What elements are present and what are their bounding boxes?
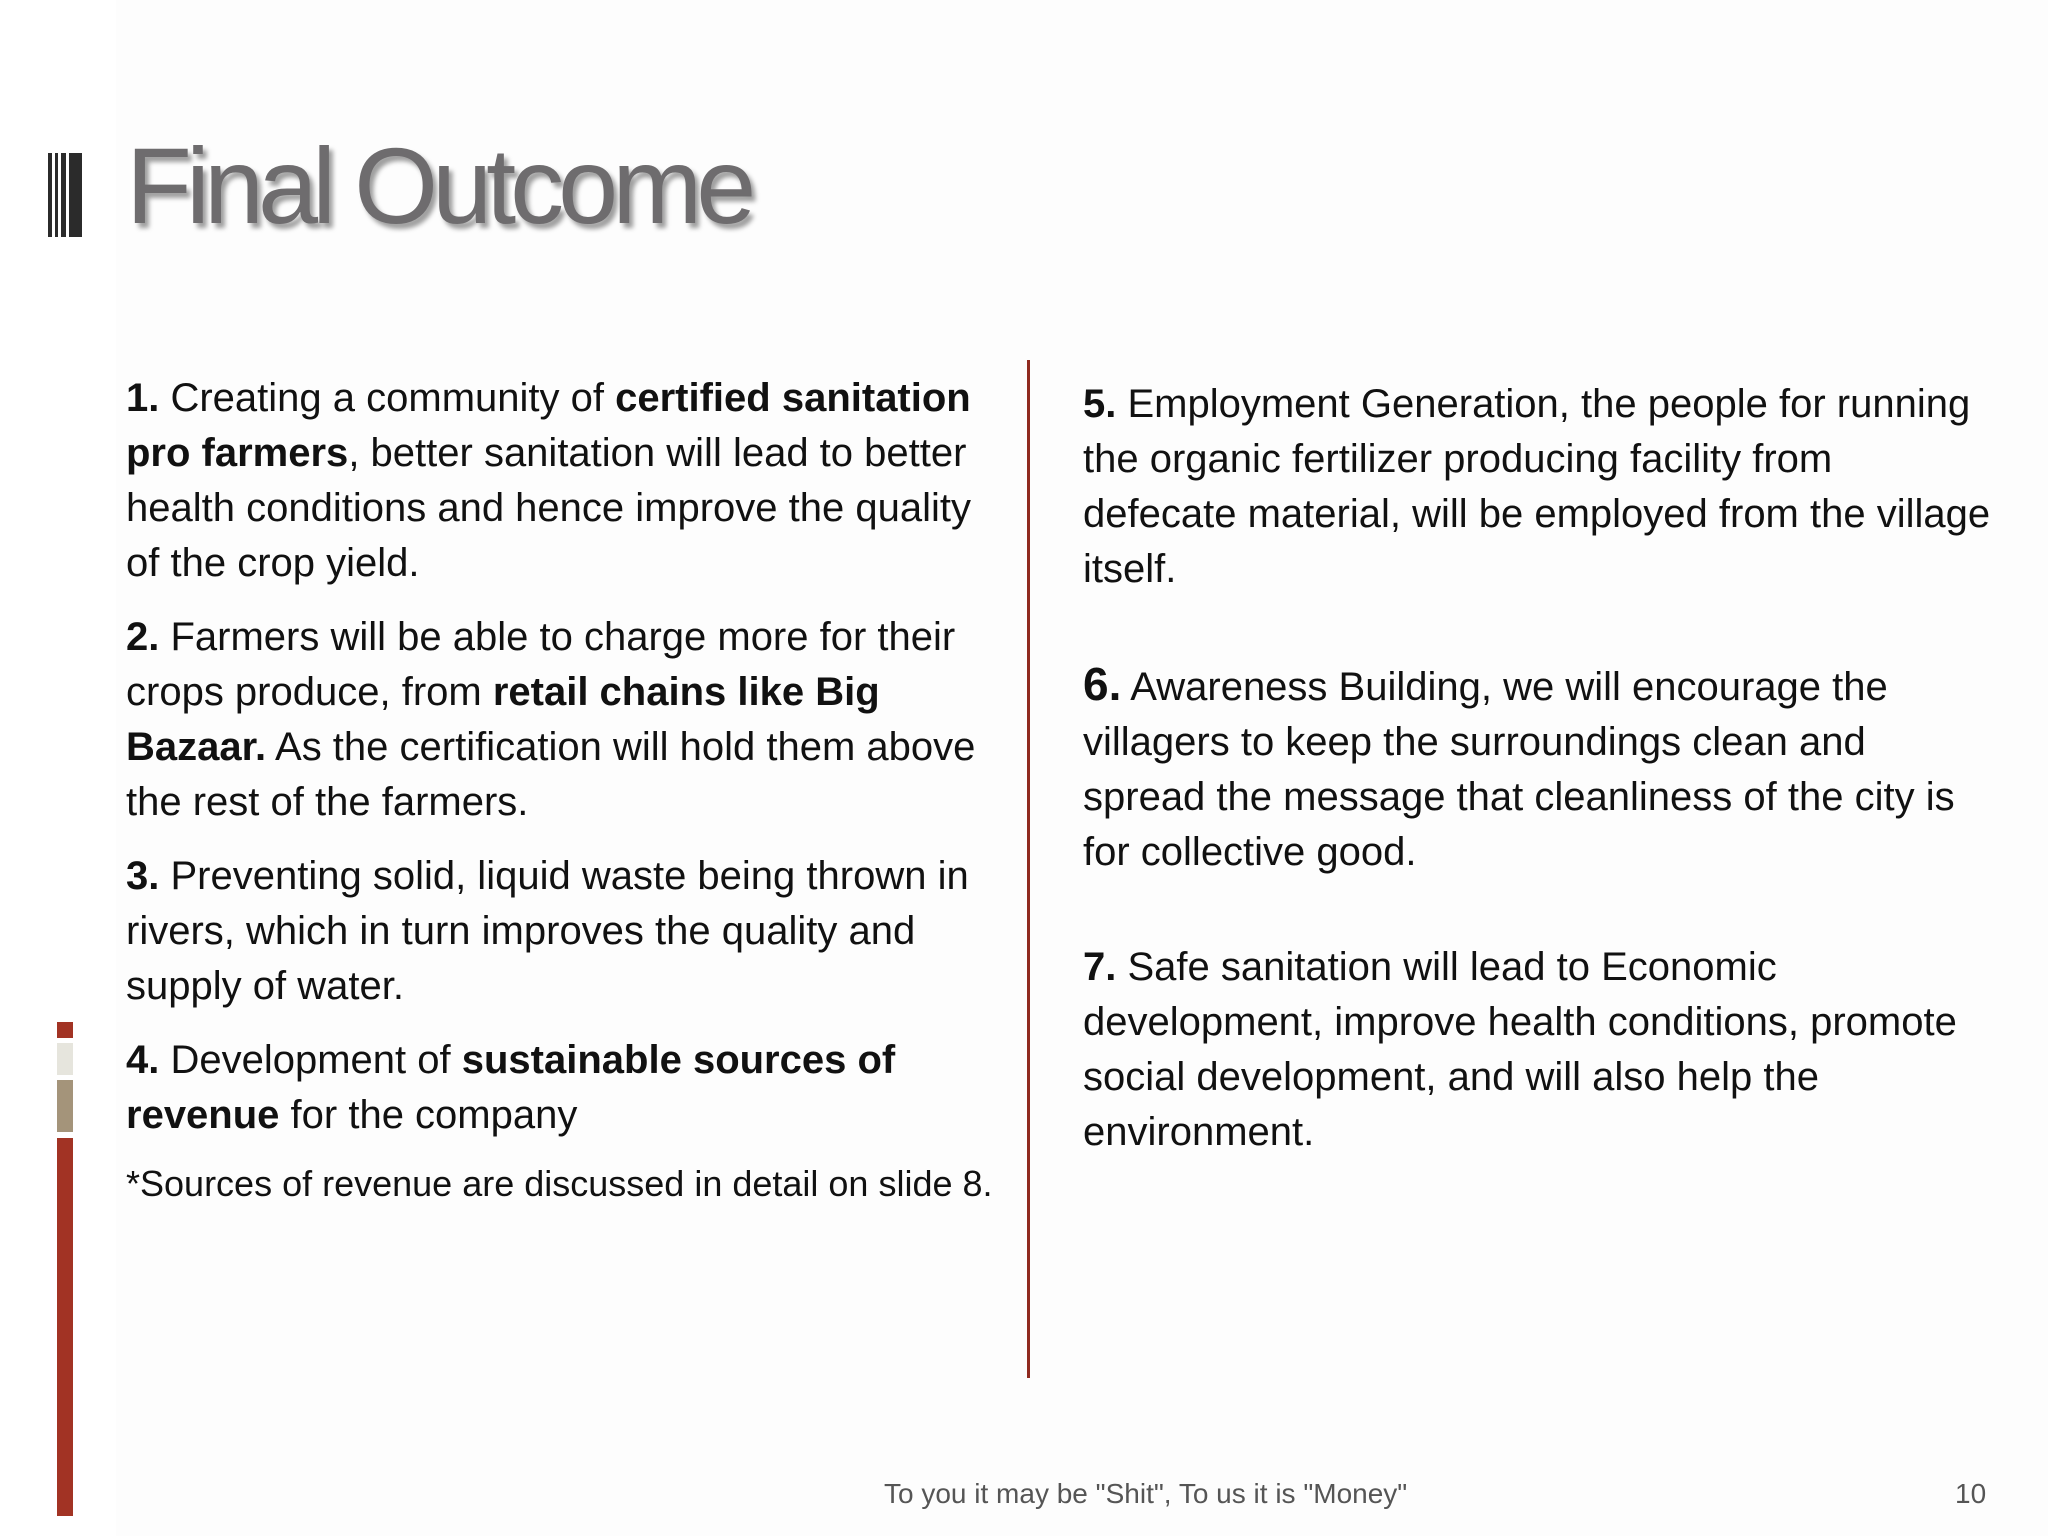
right-column [1083, 377, 1993, 1160]
left-column [126, 371, 1006, 1210]
outcome-item-7 [1083, 940, 1993, 1160]
item-number: 1. [126, 376, 160, 420]
side-accent-red-small [57, 1022, 73, 1038]
item-text: As the certification will hold them above the rest of the farmers. [126, 725, 976, 824]
slide-title: Final Outcome [126, 125, 751, 246]
item-text: Creating a community of [159, 376, 616, 420]
item-text: Awareness Building, we will encourage the villagers to keep the surroundings clean and spread the message that cleanliness of the city is for collective good. [1083, 665, 1955, 874]
outcome-item-1 [126, 371, 1006, 591]
item-text: Development of [159, 1038, 462, 1082]
item-text: , better sanitation will lead to better health conditions and hence improve the quality of the crop yield. [126, 431, 971, 585]
item-number: 4. [126, 1038, 160, 1082]
item-number: 7. [1083, 945, 1117, 989]
outcome-item-5 [1083, 377, 1993, 597]
item-text: for the company [279, 1093, 578, 1137]
side-accent-tan [57, 1080, 73, 1132]
item-text: Farmers will be able to charge more for their crops produce, from [126, 615, 956, 714]
slide-footer: To you it may be "Shit", To us it is "Money" [884, 1478, 1408, 1509]
item-text: Preventing solid, liquid waste being thrown in rivers, which in turn improves the quality and supply of water. [126, 854, 969, 1008]
revenue-footnote: *Sources of revenue are discussed in detail on slide 8. [126, 1163, 993, 1204]
item-number: 2. [126, 615, 160, 659]
item-number: 6. [1083, 658, 1122, 710]
item-bold-text: sustainable sources of revenue [126, 1038, 896, 1137]
item-number: 3. [126, 854, 160, 898]
outcome-item-4 [126, 1033, 1006, 1143]
outcome-item-3 [126, 849, 1006, 1014]
item-number: 5. [1083, 382, 1117, 426]
outcome-item-6 [1083, 657, 1993, 880]
side-accent-red-long [57, 1138, 73, 1516]
item-bold-text: retail chains like Big Bazaar. [126, 670, 880, 769]
title-bars-icon [48, 153, 82, 237]
side-accent-beige [57, 1043, 73, 1075]
page-number: 10 [1955, 1478, 1987, 1509]
item-text: Employment Generation, the people for running the organic fertilizer producing facility from defecate material, will be employed from the village itself. [1083, 382, 1991, 591]
item-bold-text: certified sanitation pro farmers [126, 376, 971, 475]
item-text: Safe sanitation will lead to Economic development, improve health conditions, promote social development, and will also help the environment. [1083, 945, 1957, 1154]
column-divider [1027, 360, 1030, 1378]
outcome-item-2 [126, 610, 1006, 830]
